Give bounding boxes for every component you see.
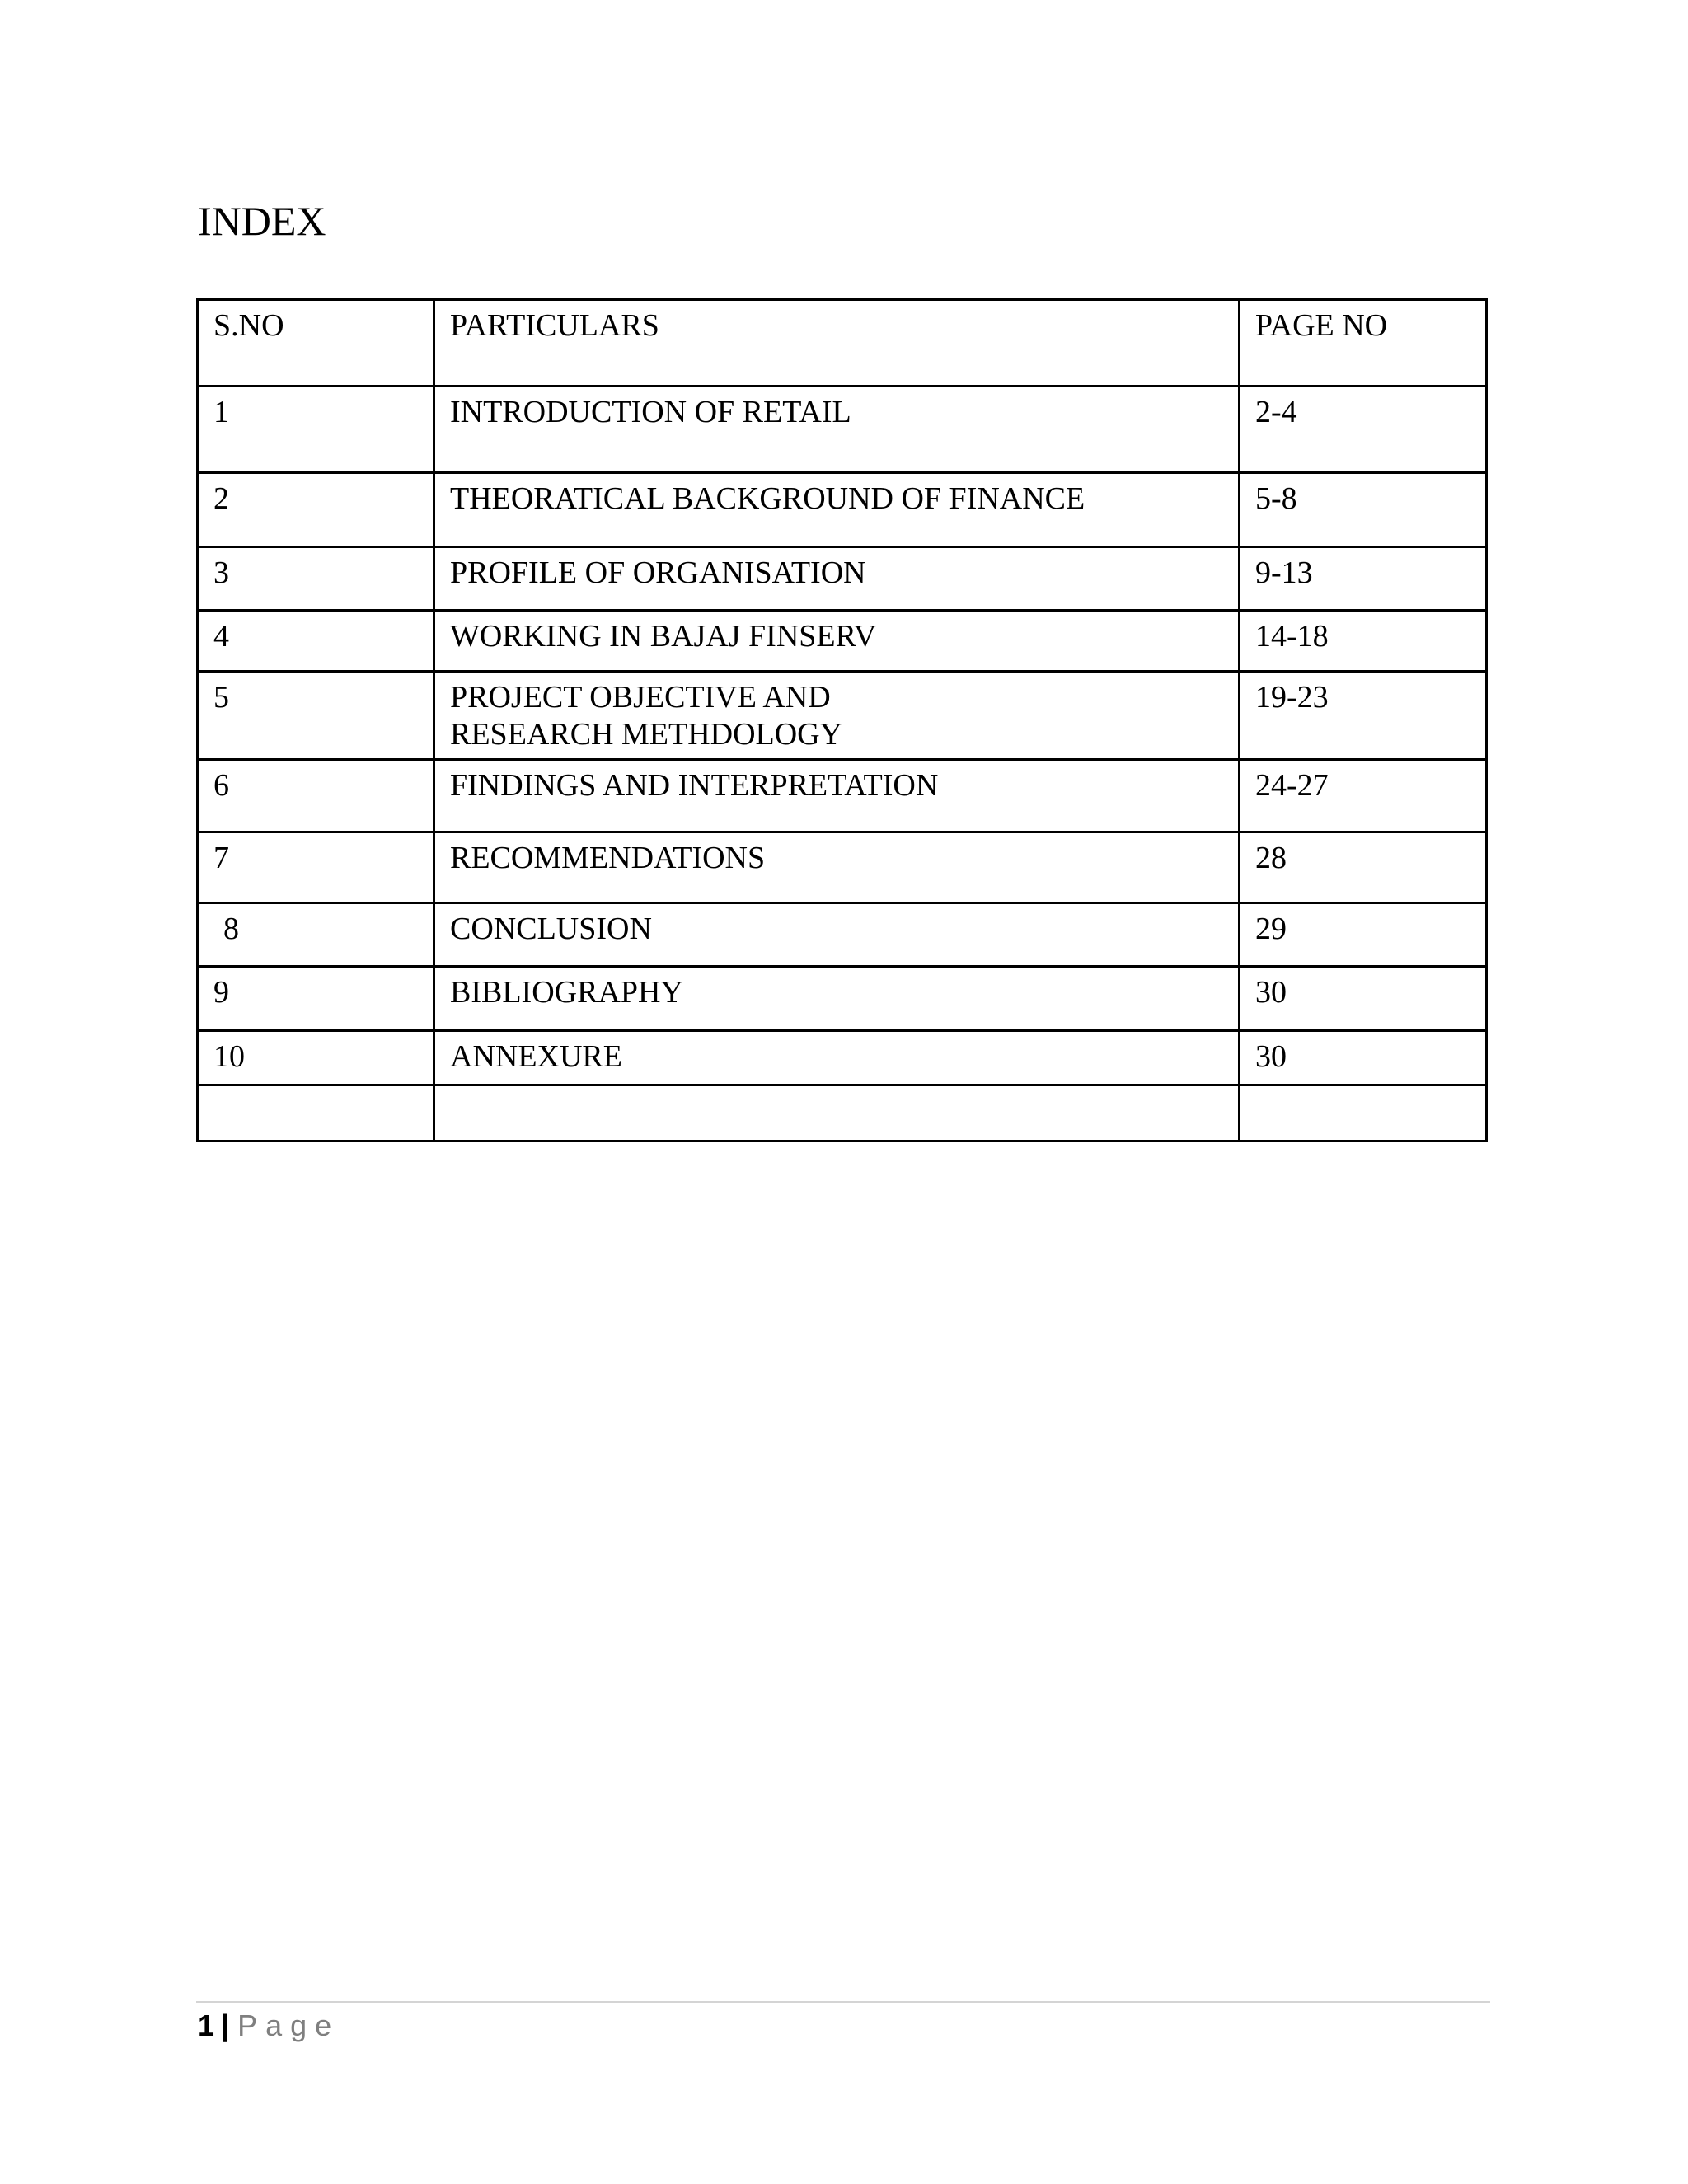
cell-page: 24-27 — [1240, 760, 1487, 832]
cell-particulars: PROFILE OF ORGANISATION — [434, 547, 1240, 611]
cell-particulars: PROJECT OBJECTIVE AND RESEARCH METHDOLOGY — [434, 672, 1240, 760]
cell-sno: 8 — [198, 903, 434, 967]
table-row — [198, 903, 1487, 967]
cell-sno: 1 — [198, 387, 434, 473]
cell-sno: 4 — [198, 611, 434, 672]
cell-page: 5-8 — [1240, 473, 1487, 547]
cell-sno: 5 — [198, 672, 434, 760]
footer-page-number: 1 — [198, 2008, 215, 2042]
cell-page: 29 — [1240, 903, 1487, 967]
cell-page: 30 — [1240, 1031, 1487, 1085]
cell-particulars: RECOMMENDATIONS — [434, 832, 1240, 903]
cell-particulars: WORKING IN BAJAJ FINSERV — [434, 611, 1240, 672]
cell-particulars: THEORATICAL BACKGROUND OF FINANCE — [434, 473, 1240, 547]
header-particulars: PARTICULARS — [434, 300, 1240, 387]
table-row — [198, 387, 1487, 473]
cell-page: 14-18 — [1240, 611, 1487, 672]
cell-sno — [198, 1085, 434, 1141]
cell-page — [1240, 1085, 1487, 1141]
table-row — [198, 473, 1487, 547]
cell-sno: 3 — [198, 547, 434, 611]
footer-divider — [196, 2001, 1490, 2003]
table-row — [198, 760, 1487, 832]
table-header-row — [198, 300, 1487, 387]
cell-page: 28 — [1240, 832, 1487, 903]
cell-sno: 7 — [198, 832, 434, 903]
table-row — [198, 967, 1487, 1031]
cell-sno: 6 — [198, 760, 434, 832]
footer-separator: | — [221, 2008, 230, 2042]
cell-page: 30 — [1240, 967, 1487, 1031]
header-sno: S.NO — [198, 300, 434, 387]
table-row — [198, 832, 1487, 903]
page-footer — [198, 2008, 340, 2044]
cell-page: 2-4 — [1240, 387, 1487, 473]
cell-sno: 9 — [198, 967, 434, 1031]
footer-page-label: Page — [237, 2008, 340, 2042]
cell-sno: 10 — [198, 1031, 434, 1085]
page-title: INDEX — [198, 198, 326, 244]
table-row — [198, 611, 1487, 672]
table-row — [198, 672, 1487, 760]
cell-particulars: FINDINGS AND INTERPRETATION — [434, 760, 1240, 832]
index-table — [196, 298, 1488, 1142]
cell-particulars: CONCLUSION — [434, 903, 1240, 967]
cell-page: 19-23 — [1240, 672, 1487, 760]
cell-particulars — [434, 1085, 1240, 1141]
cell-particulars: INTRODUCTION OF RETAIL — [434, 387, 1240, 473]
cell-page: 9-13 — [1240, 547, 1487, 611]
cell-sno: 2 — [198, 473, 434, 547]
header-page-no: PAGE NO — [1240, 300, 1487, 387]
table-row — [198, 1031, 1487, 1085]
cell-particulars: ANNEXURE — [434, 1031, 1240, 1085]
cell-particulars: BIBLIOGRAPHY — [434, 967, 1240, 1031]
table-row — [198, 547, 1487, 611]
table-row-empty — [198, 1085, 1487, 1141]
